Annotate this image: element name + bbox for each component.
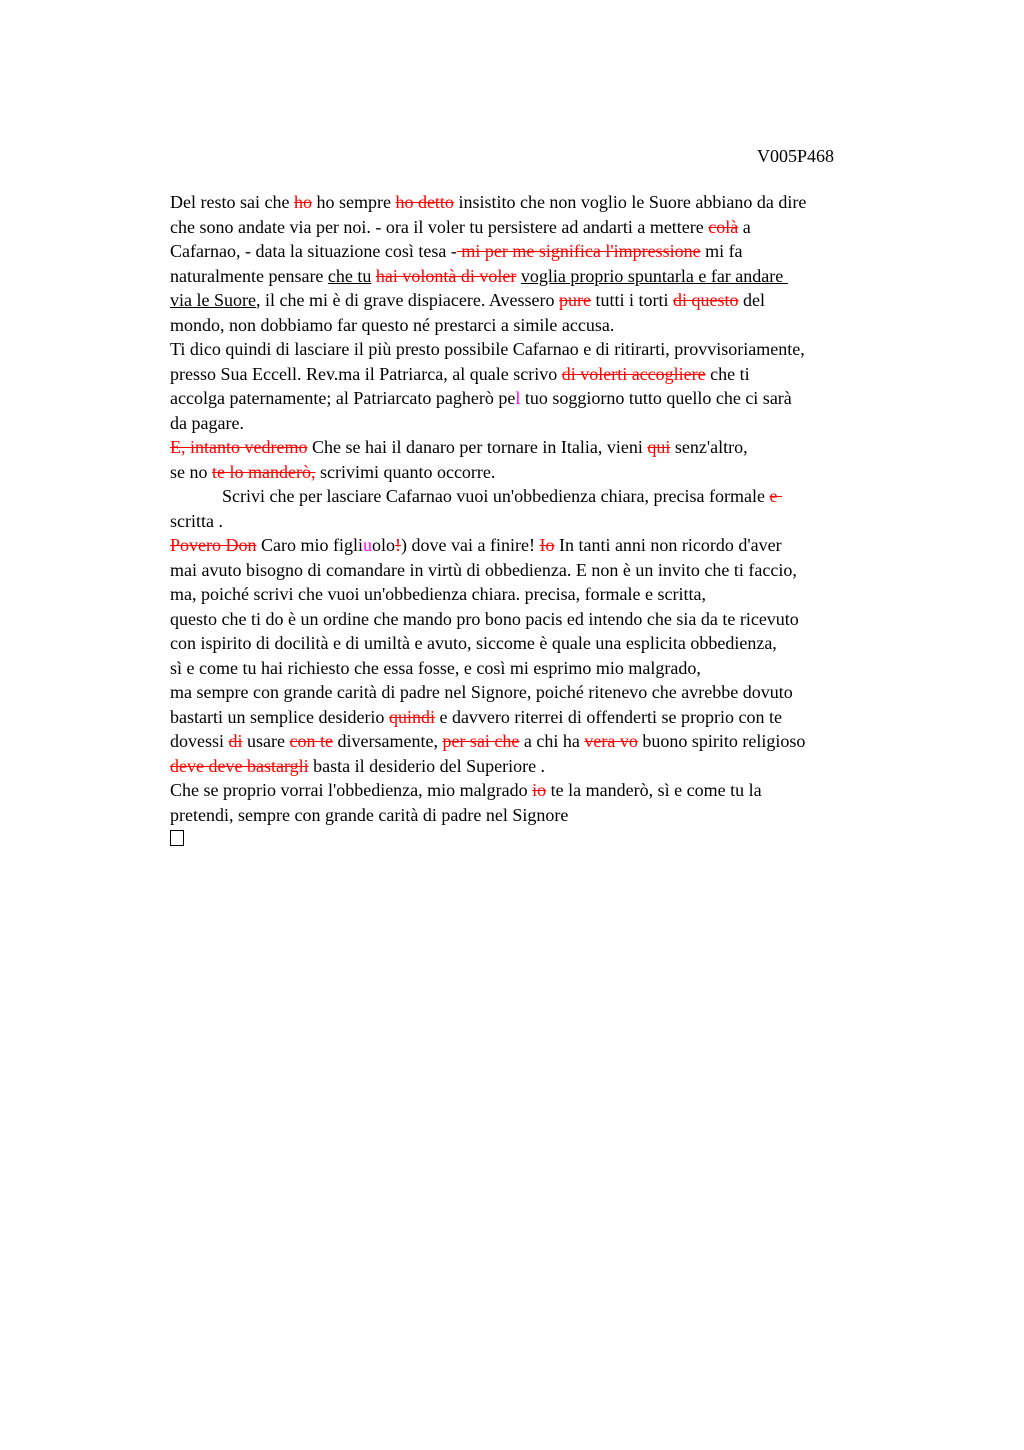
- text-line: [170, 582, 915, 607]
- deleted-text-run: pure: [559, 290, 592, 310]
- deleted-text-run: mi per me significa l'impressione: [456, 241, 701, 261]
- text-run: ) dove vai a finire!: [401, 535, 540, 555]
- underlined-text-run: voglia proprio spuntarla e far andare: [520, 265, 788, 286]
- deleted-text-run: deve deve bastargli: [170, 755, 309, 776]
- text-run: se no: [170, 461, 212, 482]
- text-run: mai avuto bisogno di comandare in virtù di obbedienza. E non è un invito che ti faccio,: [170, 559, 797, 580]
- deleted-text-run: e: [769, 486, 782, 506]
- text-run: buono spirito religioso: [637, 731, 806, 751]
- text-line: [170, 729, 915, 754]
- underlined-text-run: che tu: [327, 265, 372, 286]
- text-line: [170, 656, 915, 681]
- deleted-text-run: !: [395, 535, 402, 555]
- text-run: tuo soggiorno tutto quello che ci sarà: [520, 388, 792, 408]
- text-run: sì e come tu hai richiesto che essa fosse, e così mi esprimo mio malgrado,: [170, 657, 701, 678]
- deleted-text-run: Io: [539, 535, 555, 555]
- deleted-text-run: di: [228, 731, 243, 751]
- deleted-text-run: io: [532, 780, 547, 800]
- text-run: pretendi, sempre con grande carità di padre nel Signore: [170, 804, 569, 825]
- text-run: a: [738, 216, 751, 237]
- text-line: [170, 362, 915, 387]
- text-line: [170, 705, 915, 730]
- text-line: [170, 803, 915, 828]
- deleted-text-run: vera vo: [584, 731, 638, 751]
- deleted-text-run: E, intanto vedremo: [170, 437, 308, 457]
- text-run: Caro mio figli: [256, 535, 363, 555]
- deleted-text-run: te lo manderò,: [212, 461, 316, 482]
- text-line: [170, 460, 915, 485]
- deleted-text-run: qui: [647, 437, 671, 457]
- deleted-text-run: di volerti accogliere: [561, 363, 706, 384]
- text-run: scritta .: [170, 510, 223, 531]
- text-run: questo che ti do è un ordine che mando pro bono pacis ed intendo che sia da te ricevuto: [170, 608, 799, 629]
- text-line: [170, 313, 915, 338]
- text-line: [170, 239, 915, 264]
- text-line: [170, 288, 915, 313]
- text-line: [170, 484, 915, 509]
- text-run: presso Sua Eccell. Rev.ma il Patriarca, al quale scrivo: [170, 363, 562, 384]
- text-line: [170, 607, 915, 632]
- text-line: [170, 558, 915, 583]
- document-id: V005P468: [757, 146, 835, 166]
- text-line: [170, 827, 915, 853]
- missing-glyph-box: [170, 830, 184, 846]
- deleted-text-run: Povero Don: [170, 535, 257, 555]
- text-run: basta il desiderio del Superiore .: [308, 755, 546, 776]
- text-run: e davvero riterrei di offenderti se proprio con te: [434, 706, 782, 727]
- text-run: Che se proprio vorrai l'obbedienza, mio malgrado: [170, 780, 533, 800]
- text-line: [170, 215, 915, 240]
- text-run: ma, poiché scrivi che vuoi un'obbedienza chiara. precisa, formale e scritta,: [170, 584, 707, 604]
- text-run: ma sempre con grande carità di padre nel Signore, poiché ritenevo che avrebbe dovuto: [170, 682, 793, 702]
- text-run: Del resto sai che: [170, 192, 294, 212]
- text-run: bastarti un semplice desiderio: [170, 706, 389, 727]
- deleted-text-run: con te: [289, 731, 333, 751]
- text-run: Ti dico quindi di lasciare il più presto possibile Cafarnao e di ritirarti, provvisoriamente,: [170, 339, 805, 359]
- deleted-text-run: per sai che: [442, 731, 520, 751]
- text-run: usare: [242, 731, 290, 751]
- underlined-text-run: via le Suore: [170, 290, 256, 310]
- text-run: insistito che non voglio le Suore abbiano da dire: [453, 192, 807, 212]
- text-run: del: [738, 290, 766, 310]
- document-body: [170, 190, 915, 853]
- text-run: che sono andate via per noi. - ora il voler tu persistere ad andarti a mettere: [170, 216, 709, 237]
- text-line: [170, 680, 915, 705]
- text-line: [170, 337, 915, 362]
- text-run: dovessi: [170, 731, 229, 751]
- text-run: naturalmente pensare: [170, 265, 328, 286]
- text-run: Cafarnao, - data la situazione così tesa -: [170, 241, 457, 261]
- deleted-text-run: ho detto: [395, 192, 454, 212]
- text-line: [170, 533, 915, 558]
- text-line: [170, 778, 915, 803]
- text-line: [170, 435, 915, 460]
- revised-char-run: l: [515, 388, 521, 408]
- text-run: , il che mi è di grave dispiacere. Avessero: [255, 290, 560, 310]
- text-run: olo: [372, 535, 396, 555]
- text-run: tutti i torti: [591, 290, 674, 310]
- text-run: mi fa: [700, 241, 743, 261]
- text-run: te la manderò, sì e come tu la: [546, 780, 762, 800]
- text-line: [170, 509, 915, 534]
- revised-char-run: u: [363, 535, 372, 555]
- text-run: da pagare.: [170, 412, 244, 433]
- text-run: con ispirito di docilità e di umiltà e avuto, siccome è quale una esplicita obbedienza,: [170, 633, 777, 653]
- text-run: accolga paternamente; al Patriarcato pagherò pe: [170, 388, 516, 408]
- deleted-text-run: quindi: [388, 706, 435, 727]
- text-line: [170, 386, 915, 411]
- text-run: Che se hai il danaro per tornare in Italia, vieni: [307, 437, 648, 457]
- text-run: scrivimi quanto occorre.: [315, 461, 496, 482]
- deleted-text-run: ho: [293, 192, 312, 212]
- text-run: che ti: [705, 363, 750, 384]
- text-run: mondo, non dobbiamo far questo né prestarci a simile accusa.: [170, 314, 615, 335]
- deleted-text-run: di questo: [673, 290, 739, 310]
- text-line: [170, 754, 915, 779]
- deleted-text-run: colà: [708, 216, 739, 237]
- text-run: senz'altro,: [670, 437, 748, 457]
- text-run: In tanti anni non ricordo d'aver: [554, 535, 782, 555]
- text-line: [170, 264, 915, 289]
- text-run: ho sempre: [311, 192, 396, 212]
- text-line: [170, 190, 915, 215]
- text-run: diversamente,: [332, 731, 443, 751]
- text-run: Scrivi che per lasciare Cafarnao vuoi un'obbedienza chiara, precisa formale: [222, 486, 770, 506]
- text-run: a chi ha: [519, 731, 585, 751]
- deleted-text-run: hai volontà di voler: [375, 265, 517, 286]
- text-line: [170, 411, 915, 436]
- text-line: [170, 631, 915, 656]
